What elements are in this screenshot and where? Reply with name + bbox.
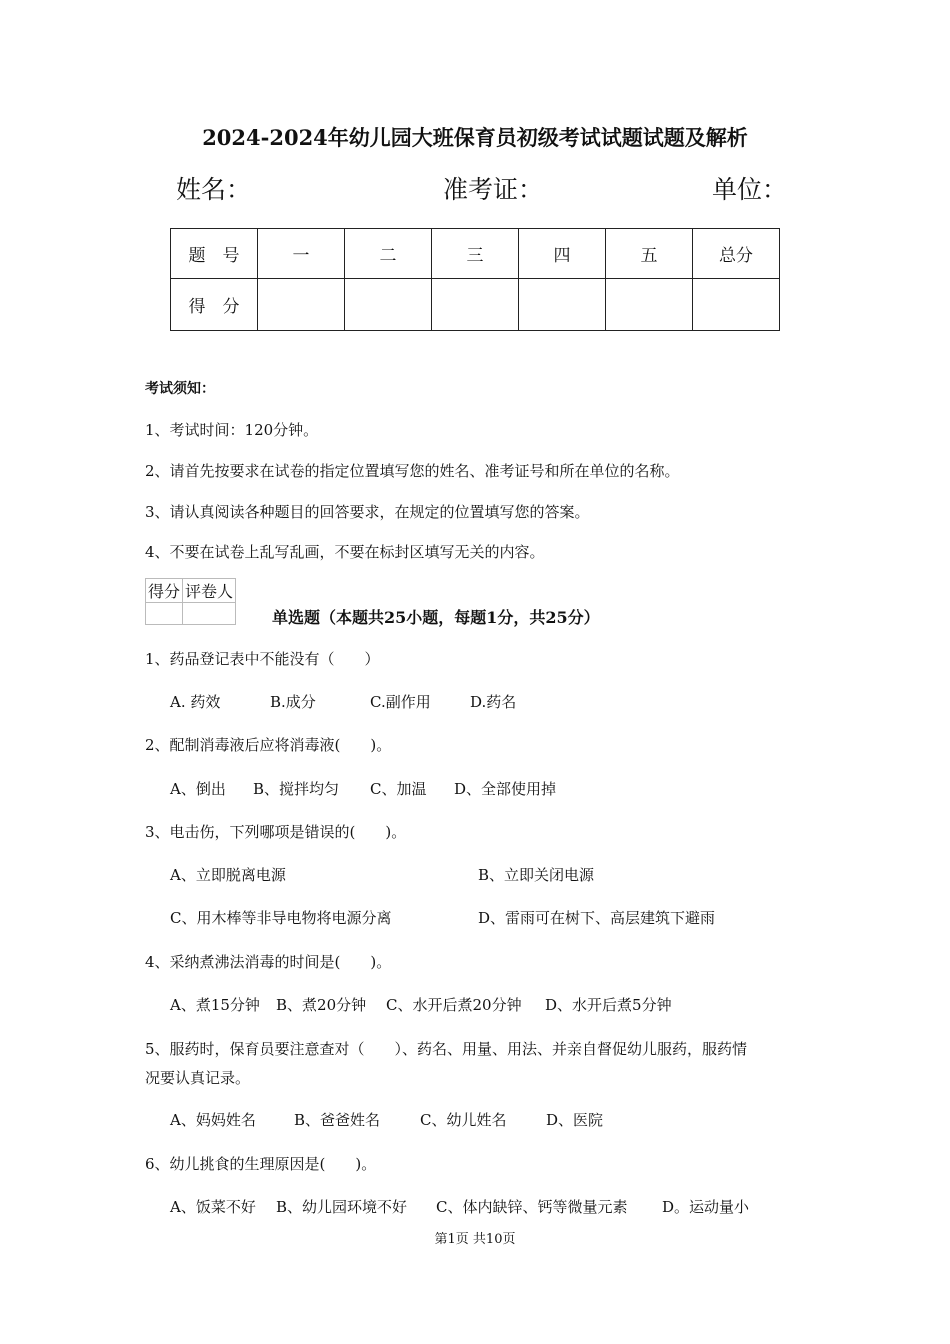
section-title: 单选题（本题共25小题，每题1分，共25分）	[272, 608, 600, 627]
option-c: C、水开后煮20分钟	[386, 996, 522, 1014]
score-header-cell: 总分	[693, 229, 780, 279]
score-cell[interactable]	[693, 279, 780, 331]
question-text: 3、电击伤，下列哪项是错误的( )。	[145, 823, 407, 841]
document-title: 2024-2024年幼儿园大班保育员初级考试试题试题及解析	[202, 125, 748, 150]
grader-score-cell[interactable]	[146, 603, 183, 625]
score-header-cell: 二	[345, 229, 432, 279]
exam-id-field-label: 准考证：	[443, 175, 544, 204]
notice-heading: 考试须知：	[145, 381, 215, 397]
score-cell[interactable]	[345, 279, 432, 331]
option-a: A、立即脱离电源	[170, 866, 286, 884]
option-b: B、煮20分钟	[276, 996, 367, 1014]
score-header-cell: 一	[258, 229, 345, 279]
grader-box	[145, 578, 236, 625]
option-b: B、立即关闭电源	[478, 866, 595, 884]
option-d: D、医院	[546, 1111, 604, 1129]
question-text: 1、药品登记表中不能没有（ ）	[145, 650, 380, 668]
question-text: 5、服药时，保育员要注意查对（ ）、药名、用量、用法、并亲自督促幼儿服药，服药情	[145, 1040, 748, 1058]
option-a: A. 药效	[170, 693, 221, 711]
name-field-label: 姓名：	[176, 175, 252, 204]
question-text: 4、采纳煮沸法消毒的时间是( )。	[145, 953, 392, 971]
option-d: D、雷雨可在树下、高层建筑下避雨	[478, 909, 716, 927]
question-text: 2、配制消毒液后应将消毒液( )。	[145, 736, 392, 754]
score-header-cell: 五	[606, 229, 693, 279]
score-table-header-row	[171, 229, 780, 279]
option-c: C、幼儿姓名	[420, 1111, 507, 1129]
grader-name-label: 评卷人	[183, 579, 236, 603]
option-a: A、妈妈姓名	[170, 1111, 256, 1129]
option-d: D.药名	[470, 693, 517, 711]
option-b: B、搅拌均匀	[253, 780, 340, 798]
question-text: 6、幼儿挑食的生理原因是( )。	[145, 1155, 377, 1173]
score-cell[interactable]	[432, 279, 519, 331]
option-c: C、体内缺锌、钙等微量元素	[436, 1198, 628, 1216]
score-row-label: 得 分	[171, 279, 258, 331]
option-a: A、煮15分钟	[170, 996, 260, 1014]
grader-score-label: 得分	[146, 579, 183, 603]
score-header-cell: 四	[519, 229, 606, 279]
option-b: B、幼儿园环境不好	[276, 1198, 408, 1216]
option-c: C.副作用	[370, 693, 431, 711]
score-header-label: 题 号	[171, 229, 258, 279]
notice-item: 2、请首先按要求在试卷的指定位置填写您的姓名、准考证号和所在单位的名称。	[145, 462, 680, 480]
option-b: B、爸爸姓名	[294, 1111, 381, 1129]
option-d: D、水开后煮5分钟	[545, 996, 672, 1014]
notice-item: 1、考试时间：120分钟。	[145, 421, 319, 439]
grader-name-cell[interactable]	[183, 603, 236, 625]
option-d: D。运动量小	[662, 1198, 750, 1216]
notice-item: 4、不要在试卷上乱写乱画，不要在标封区填写无关的内容。	[145, 543, 545, 561]
option-b: B.成分	[270, 693, 316, 711]
option-d: D、全部使用掉	[454, 780, 557, 798]
score-header-cell: 三	[432, 229, 519, 279]
notice-item: 3、请认真阅读各种题目的回答要求，在规定的位置填写您的答案。	[145, 503, 590, 521]
score-cell[interactable]	[606, 279, 693, 331]
option-a: A、饭菜不好	[170, 1198, 256, 1216]
option-c: C、加温	[370, 780, 427, 798]
option-c: C、用木棒等非导电物将电源分离	[170, 909, 392, 927]
option-a: A、倒出	[170, 780, 226, 798]
score-cell[interactable]	[519, 279, 606, 331]
score-table	[170, 228, 780, 331]
unit-field-label: 单位：	[712, 175, 788, 204]
page-footer: 第1页 共10页	[434, 1232, 516, 1247]
score-table-score-row	[171, 279, 780, 331]
question-text-continued: 况要认真记录。	[145, 1069, 251, 1087]
score-cell[interactable]	[258, 279, 345, 331]
